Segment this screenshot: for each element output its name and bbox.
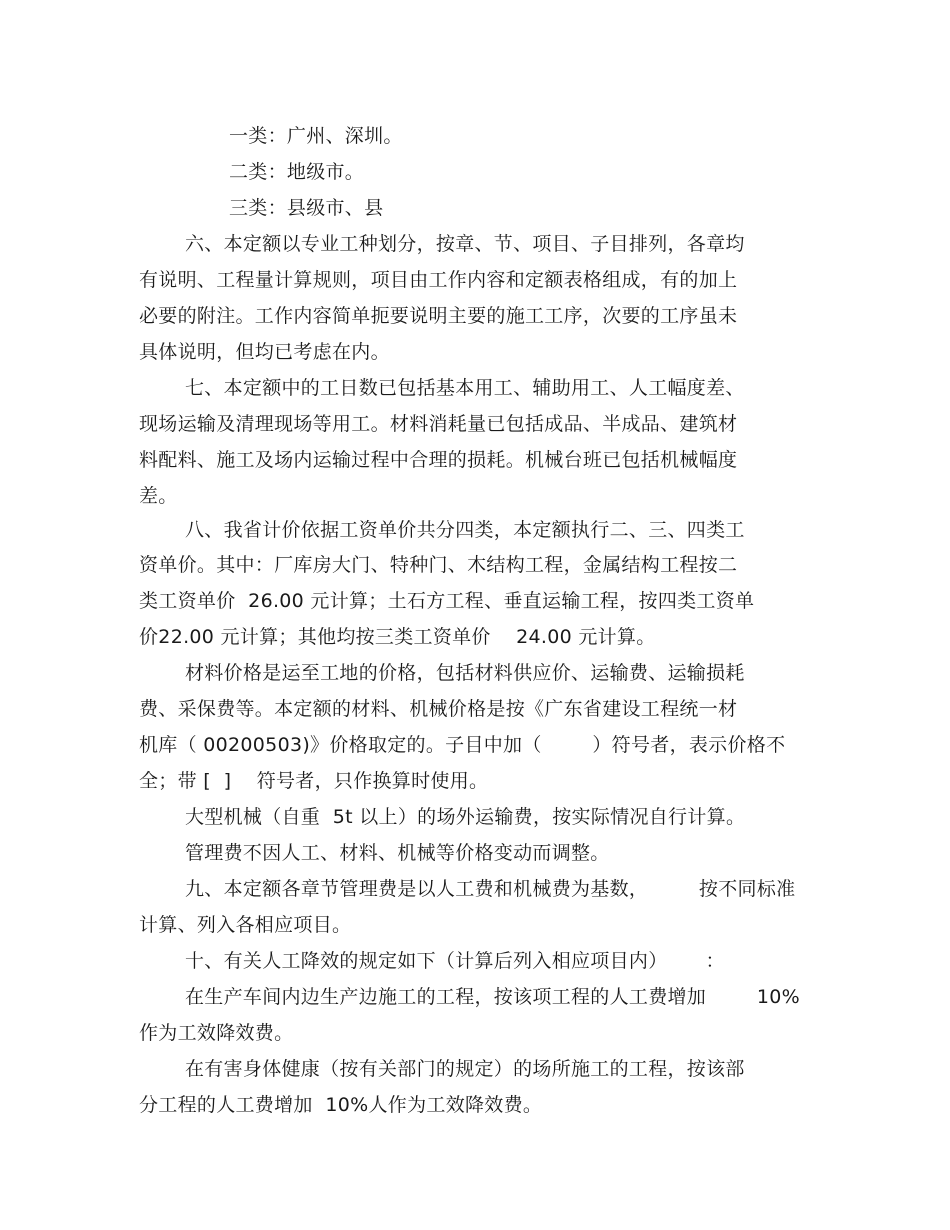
workshop-efficiency-line-2: 作为工效降效费。 <box>139 1022 294 1044</box>
paragraph-10-line-1: 十、有关人工降效的规定如下（计算后列入相应项目内） ： <box>185 950 725 972</box>
text-line-category-3: 三类：县级市、县 <box>229 197 384 219</box>
paragraph-8-line-3: 类工资单价 26.00 元计算；土石方工程、垂直运输工程，按四类工资单 <box>139 590 755 612</box>
paragraph-7-line-4: 差。 <box>139 485 178 507</box>
paragraph-6-line-4: 具体说明，但均已考虑在内。 <box>139 341 390 363</box>
material-price-line-1: 材料价格是运至工地的价格，包括材料供应价、运输费、运输损耗 <box>185 662 745 684</box>
paragraph-6-line-1: 六、本定额以专业工种划分，按章、节、项目、子目排列，各章均 <box>185 233 745 255</box>
material-price-line-2: 费、采保费等。本定额的材料、机械价格是按《广东省建设工程统一材 <box>139 698 738 720</box>
paragraph-6-line-2: 有说明、工程量计算规则，项目由工作内容和定额表格组成，有的加上 <box>139 269 738 291</box>
material-price-line-3: 机库（ 00200503)》价格取定的。子目中加（ ）符号者，表示价格不 <box>139 734 786 756</box>
paragraph-7-line-1: 七、本定额中的工日数已包括基本用工、辅助用工、人工幅度差、 <box>185 377 745 399</box>
text-line-category-2: 二类：地级市。 <box>229 161 365 183</box>
workshop-efficiency-line-1: 在生产车间内边生产边施工的工程，按该项工程的人工费增加 10% <box>185 986 800 1008</box>
paragraph-7-line-2: 现场运输及清理现场等用工。材料消耗量已包括成品、半成品、建筑材 <box>139 413 738 435</box>
material-price-line-4: 全；带 [ ] 符号者，只作换算时使用。 <box>139 770 489 792</box>
paragraph-8-line-2: 资单价。其中：厂库房大门、特种门、木结构工程，金属结构工程按二 <box>139 554 738 576</box>
paragraph-9-line-1: 九、本定额各章节管理费是以人工费和机械费为基数， 按不同标准 <box>185 878 796 900</box>
hazardous-site-line-2: 分工程的人工费增加 10%人作为工效降效费。 <box>139 1094 543 1116</box>
paragraph-9-line-2: 计算、列入各相应项目。 <box>139 914 352 936</box>
paragraph-7-line-3: 料配料、施工及场内运输过程中合理的损耗。机械台班已包括机械幅度 <box>139 449 738 471</box>
large-machinery-line: 大型机械（自重 5t 以上）的场外运输费，按实际情况自行计算。 <box>185 806 746 828</box>
management-fee-line: 管理费不因人工、材料、机械等价格变动而调整。 <box>185 842 610 864</box>
paragraph-6-line-3: 必要的附注。工作内容简单扼要说明主要的施工工序，次要的工序虽未 <box>139 305 738 327</box>
hazardous-site-line-1: 在有害身体健康（按有关部门的规定）的场所施工的工程，按该部 <box>185 1058 745 1080</box>
text-line-category-1: 一类：广州、深圳。 <box>229 125 403 147</box>
paragraph-8-line-1: 八、我省计价依据工资单价共分四类，本定额执行二、三、四类工 <box>185 519 745 541</box>
paragraph-8-line-4: 价22.00 元计算；其他均按三类工资单价 24.00 元计算。 <box>139 626 656 648</box>
